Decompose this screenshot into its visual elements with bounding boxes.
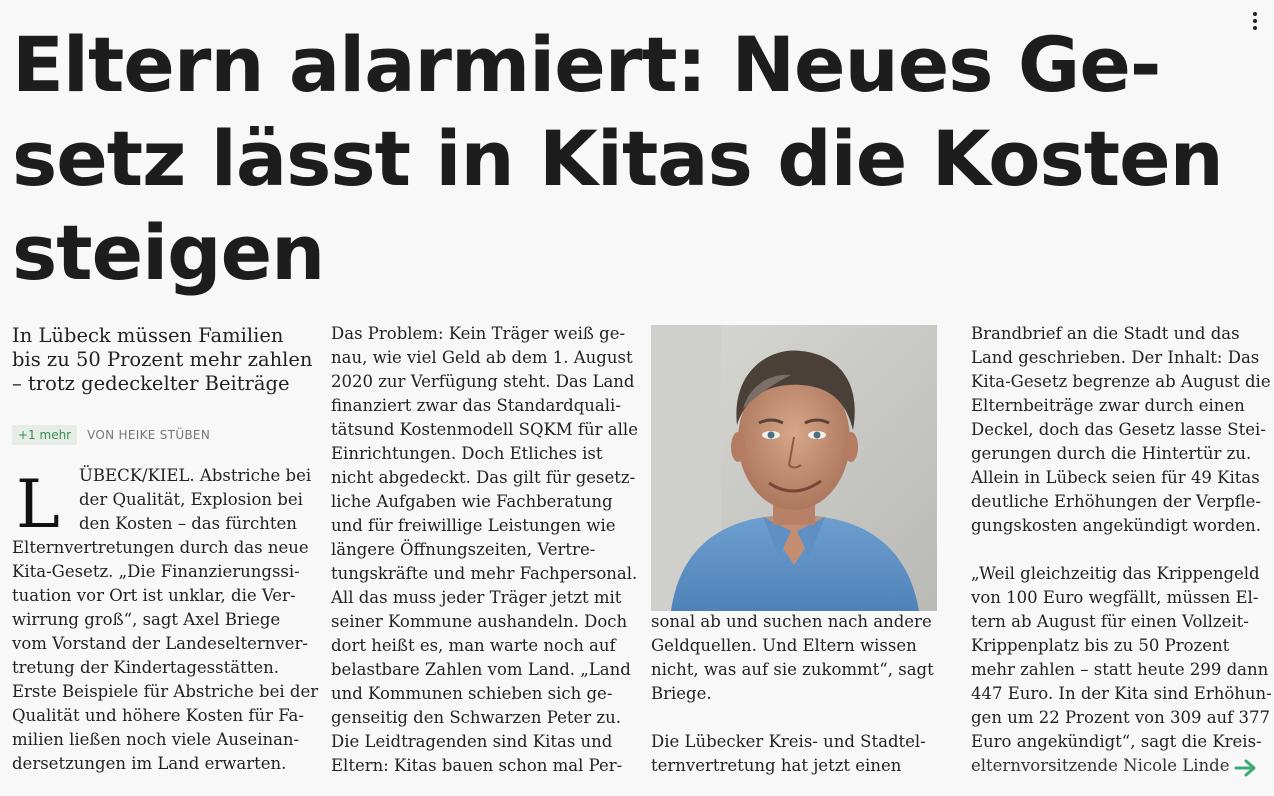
body-line: Das Problem: Kein Träger weiß ge- (331, 324, 626, 343)
body-line: Land geschrieben. Der Inhalt: Das (971, 348, 1260, 367)
body-line: ÜBECK/KIEL. Abstriche bei (79, 466, 312, 485)
body-line: tungskräfte und mehr Fachpersonal. (331, 564, 638, 583)
body-line: tern ab August für einen Vollzeit- (971, 612, 1249, 631)
body-line: belastbare Zahlen vom Land. „Land (331, 660, 631, 679)
portrait-image (651, 325, 937, 611)
body-line: 447 Euro. In der Kita sind Erhöhun- (971, 684, 1272, 703)
paragraph-gap (651, 706, 941, 730)
body-line: gerungen durch die Hintertür zu. (971, 444, 1252, 463)
body-line: Die Lübecker Kreis- und Stadtel- (651, 732, 926, 751)
body-line: Elternvertretungen durch das neue (12, 538, 309, 557)
more-options-icon[interactable] (1244, 10, 1266, 32)
body-line: längere Öffnungszeiten, Vertre- (331, 540, 596, 559)
body-line: nau, wie viel Geld ab dem 1. August (331, 348, 633, 367)
headline-line: setz lässt in Kitas die Kosten (12, 114, 1223, 203)
body-line: milien ließen noch viele Auseinan- (12, 730, 300, 749)
body-line: vom Vorstand der Landeselternver- (12, 634, 308, 653)
body-line: tretung der Kindertagesstätten. (12, 658, 279, 677)
headline-line: steigen (12, 208, 325, 297)
next-page-arrow-icon[interactable] (1232, 754, 1260, 782)
body-line: mehr zahlen – statt heute 299 dann (971, 660, 1269, 679)
body-line: von 100 Euro wegfällt, müssen El- (971, 588, 1259, 607)
body-line: Euro angekündigt“, sagt die Kreis- (971, 732, 1262, 751)
column-4 (971, 322, 1272, 778)
subheadline (12, 324, 313, 396)
body-line: sonal ab und suchen nach andere (651, 612, 932, 631)
column-3 (651, 610, 941, 778)
dropcap: L (16, 466, 60, 543)
body-line: Kita-Gesetz. „Die Finanzierungssi- (12, 562, 300, 581)
subheadline-line: bis zu 50 Prozent mehr zahlen (12, 348, 313, 371)
body-line: Einrichtungen. Doch Etliches ist (331, 444, 603, 463)
body-line: nicht, was auf sie zukommt“, sagt (651, 660, 934, 679)
paragraph-gap (971, 538, 1261, 562)
body-line: dersetzungen im Land erwarten. (12, 754, 287, 773)
subheadline-line: – trotz gedeckelter Beiträge (12, 372, 290, 395)
body-line: finanziert zwar das Standardquali- (331, 396, 621, 415)
body-line: nicht abgedeckt. Das gilt für gesetz- (331, 468, 636, 487)
body-line: ternvertretung hat jetzt einen (651, 756, 902, 775)
body-line: liche Aufgaben wie Fachberatung (331, 492, 613, 511)
body-line: deutliche Erhöhungen der Verpfle- (971, 492, 1262, 511)
body-line: gen um 22 Prozent von 309 auf 377 (971, 708, 1271, 727)
body-line: Die Leidtragenden sind Kitas und (331, 732, 613, 751)
body-line: Brandbrief an die Stadt und das (971, 324, 1240, 343)
body-line: und für freiwillige Leistungen wie (331, 516, 616, 535)
body-line: tuation vor Ort ist unklar, die Ver- (12, 586, 296, 605)
body-line: den Kosten – das fürchten (79, 514, 297, 533)
body-line: seiner Kommune aushandeln. Doch (331, 612, 628, 631)
article-photo[interactable] (651, 325, 937, 611)
subheadline-line: In Lübeck müssen Familien (12, 324, 284, 347)
body-line: dort heißt es, man warte noch auf (331, 636, 616, 655)
body-line: elternvorsitzende Nicole Linde (971, 756, 1230, 775)
body-line: Geldquellen. Und Eltern wissen (651, 636, 917, 655)
body-line: Deckel, doch das Gesetz lasse Stei- (971, 420, 1266, 439)
body-line: Briege. (651, 684, 712, 703)
body-line: gungskosten angekündigt worden. (971, 516, 1261, 535)
body-line: Kita-Gesetz begrenze ab August die (971, 372, 1271, 391)
headline (12, 18, 1242, 300)
body-line: Eltern: Kitas bauen schon mal Per- (331, 756, 623, 775)
body-line: Elternbeiträge zwar durch einen (971, 396, 1245, 415)
article-meta (12, 424, 304, 446)
body-line: Qualität und höhere Kosten für Fa- (12, 706, 304, 725)
article-intro (12, 464, 319, 776)
body-line: „Weil gleichzeitig das Krippengeld (971, 564, 1260, 583)
body-line: und Kommunen schieben sich ge- (331, 684, 613, 703)
column-2 (331, 322, 638, 778)
body-line: Allein in Lübeck seien für 49 Kitas (971, 468, 1260, 487)
headline-line: Eltern alarmiert: Neues Ge- (12, 20, 1161, 109)
body-line: wirrung groß“, sagt Axel Briege (12, 610, 281, 629)
body-line: 2020 zur Verfügung steht. Das Land (331, 372, 635, 391)
author-byline: VON HEIKE STÜBEN (87, 428, 211, 442)
body-line: tätsund Kostenmodell SQKM für alle (331, 420, 638, 439)
more-button[interactable]: +1 mehr (12, 425, 77, 445)
body-line: genseitig den Schwarzen Peter zu. (331, 708, 621, 727)
body-line: Erste Beispiele für Abstriche bei der (12, 682, 319, 701)
body-line: der Qualität, Explosion bei (79, 490, 303, 509)
column-1 (12, 322, 319, 776)
body-line: All das muss jeder Träger jetzt mit (331, 588, 622, 607)
body-line: Krippenplatz bis zu 50 Prozent (971, 636, 1230, 655)
